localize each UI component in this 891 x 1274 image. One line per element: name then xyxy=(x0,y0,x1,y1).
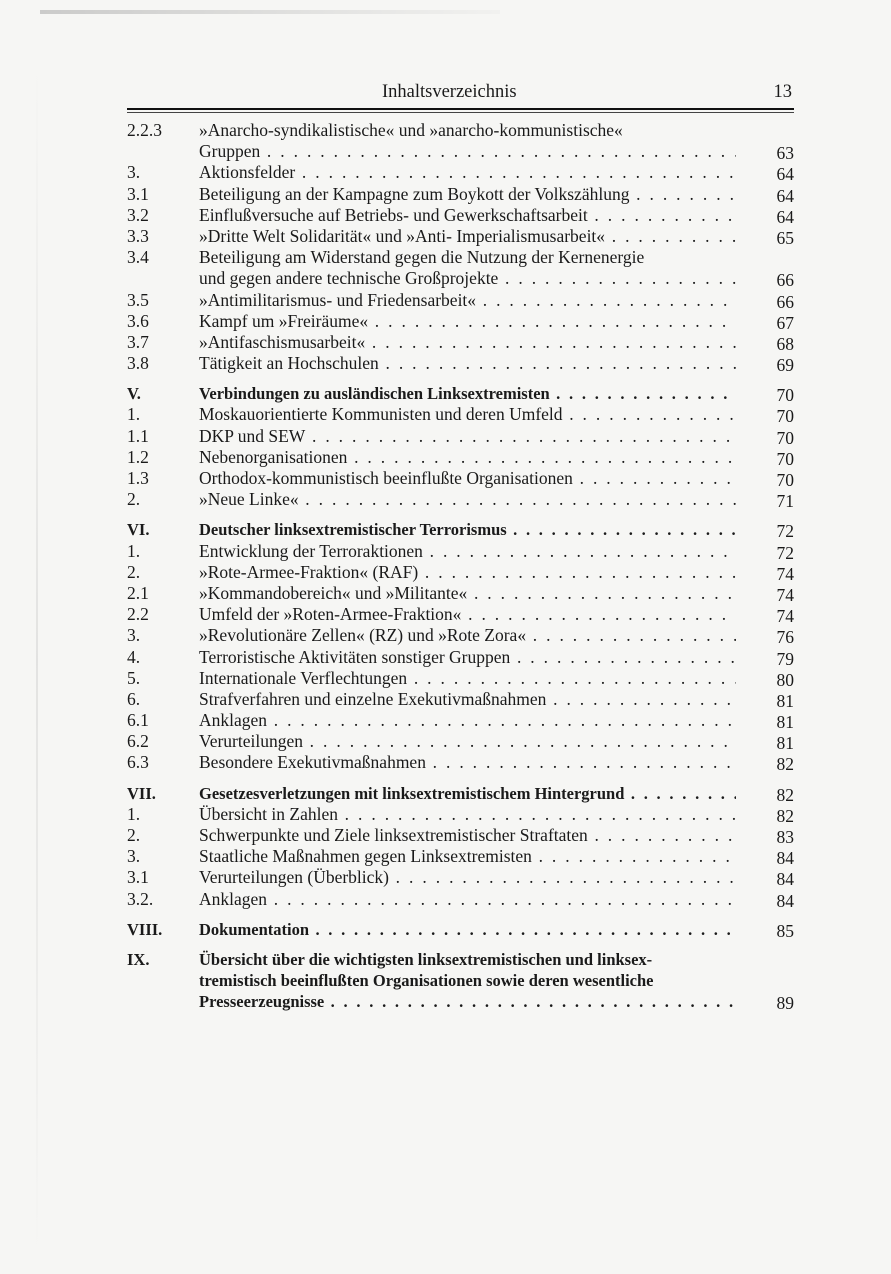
entry-title: »Dritte Welt Solidarität« und »Anti- Imperialismusarbeit« . . . xyxy=(199,226,736,247)
toc-entry xyxy=(127,889,794,910)
entry-title: Anklagen . . . xyxy=(199,710,736,731)
toc-entry xyxy=(127,625,794,646)
entry-number: 3.5 xyxy=(127,289,149,310)
toc-entry xyxy=(127,311,794,332)
toc-entry xyxy=(127,647,794,668)
toc-entry xyxy=(127,447,794,468)
entry-title: DKP und SEW . . . xyxy=(199,426,736,447)
entry-title: Presseerzeugnisse . . . xyxy=(199,991,736,1012)
entry-title: »Antimilitarismus- und Friedensarbeit« . . . xyxy=(199,290,736,311)
toc-entry xyxy=(127,668,794,689)
entry-page: 64 xyxy=(776,185,794,206)
entry-number: 2. xyxy=(127,561,141,582)
entry-title: Strafverfahren und einzelne Exekutivmaßnahmen . . . xyxy=(199,689,736,710)
entry-page: 82 xyxy=(776,754,794,775)
entry-number: 3. xyxy=(127,162,141,183)
toc-section-heading-continued xyxy=(127,970,794,991)
entry-page: 71 xyxy=(776,491,794,512)
entry-page: 70 xyxy=(776,448,794,469)
entry-title: Besondere Exekutivmaßnahmen . . . xyxy=(199,752,736,773)
toc-entry xyxy=(127,426,794,447)
toc-entry xyxy=(127,120,794,141)
entry-page: 81 xyxy=(776,712,794,733)
scan-edge-left xyxy=(36,60,38,1260)
entry-title: Beteiligung an der Kampagne zum Boykott der Volkszählung . . . xyxy=(199,184,736,205)
toc-entry xyxy=(127,867,794,888)
entry-title: Kampf um »Freiräume« . . . xyxy=(199,311,736,332)
entry-page: 84 xyxy=(776,869,794,890)
toc-entry xyxy=(127,268,794,289)
entry-number: 2.2.3 xyxy=(127,120,162,140)
entry-number: IX. xyxy=(127,949,150,969)
entry-title: Einflußversuche auf Betriebs- und Gewerkschaftsarbeit . . . xyxy=(199,205,736,226)
entry-page: 82 xyxy=(776,784,794,805)
entry-title: Verurteilungen (Überblick) . . . xyxy=(199,867,736,888)
entry-page: 80 xyxy=(776,669,794,690)
entry-title: »Antifaschismusarbeit« . . . xyxy=(199,332,736,353)
entry-page: 81 xyxy=(776,690,794,711)
toc-entry xyxy=(127,290,794,311)
toc-section-heading xyxy=(127,383,794,404)
entry-number: V. xyxy=(127,384,141,404)
entry-page: 72 xyxy=(776,542,794,563)
entry-number: 3.2 xyxy=(127,204,149,225)
section-gap xyxy=(127,374,794,383)
entry-page: 69 xyxy=(776,355,794,376)
entry-title: Orthodox-kommunistisch beeinflußte Organisationen . . . xyxy=(199,468,736,489)
entry-title: »Neue Linke« . . . xyxy=(199,489,736,510)
toc-entry xyxy=(127,184,794,205)
entry-number: 1. xyxy=(127,540,141,561)
toc-entry xyxy=(127,825,794,846)
entry-number: 2. xyxy=(127,489,141,510)
entry-page: 67 xyxy=(776,312,794,333)
toc-entry xyxy=(127,332,794,353)
entry-title: Entwicklung der Terroraktionen . . . xyxy=(199,541,736,562)
entry-title: Terroristische Aktivitäten sonstiger Gruppen . . . xyxy=(199,647,736,668)
entry-number: 1.2 xyxy=(127,446,149,467)
toc-entry xyxy=(127,562,794,583)
entry-page: 85 xyxy=(776,920,794,941)
toc-entry xyxy=(127,247,794,268)
entry-page: 79 xyxy=(776,648,794,669)
toc-entry xyxy=(127,489,794,510)
toc-entry xyxy=(127,468,794,489)
entry-page: 70 xyxy=(776,406,794,427)
entry-title: Schwerpunkte und Ziele linksextremistischer Straftaten . . . xyxy=(199,825,736,846)
entry-number: 3. xyxy=(127,625,141,646)
entry-number: VII. xyxy=(127,783,156,803)
entry-page: 74 xyxy=(776,584,794,605)
entry-page: 84 xyxy=(776,890,794,911)
entry-number: 6.1 xyxy=(127,710,149,731)
entry-title: »Rote-Armee-Fraktion« (RAF) . . . xyxy=(199,562,736,583)
entry-title: Nebenorganisationen . . . xyxy=(199,447,736,468)
header-page-number: 13 xyxy=(773,82,792,102)
section-gap xyxy=(127,940,794,949)
entry-page: 72 xyxy=(776,521,794,542)
section-gap xyxy=(127,774,794,783)
entry-number: 3.4 xyxy=(127,247,149,268)
entry-number: 3.2. xyxy=(127,888,154,909)
entry-title: Umfeld der »Roten-Armee-Fraktion« . . . xyxy=(199,604,736,625)
entry-page: 65 xyxy=(776,227,794,248)
entry-page: 76 xyxy=(776,627,794,648)
toc-section-heading xyxy=(127,919,794,940)
entry-title: Verbindungen zu ausländischen Linksextremisten . . . xyxy=(199,383,736,404)
entry-title: Gesetzesverletzungen mit linksextremistischem Hintergrund . . . xyxy=(199,783,736,804)
toc-entry xyxy=(127,689,794,710)
entry-page: 64 xyxy=(776,206,794,227)
entry-title: Staatliche Maßnahmen gegen Linksextremisten . . . xyxy=(199,846,736,867)
entry-number: 6.3 xyxy=(127,752,149,773)
toc-entry xyxy=(127,353,794,374)
entry-page: 70 xyxy=(776,385,794,406)
entry-number: 1. xyxy=(127,404,141,425)
toc-page xyxy=(127,80,794,1013)
entry-page: 63 xyxy=(776,143,794,164)
toc-entry xyxy=(127,710,794,731)
toc-list xyxy=(127,120,794,1013)
toc-entry xyxy=(127,846,794,867)
entry-number: 3.1 xyxy=(127,867,149,888)
entry-number: 3.7 xyxy=(127,331,149,352)
entry-title: »Anarcho-syndikalistische« und »anarcho-kommunistische« xyxy=(199,120,623,140)
entry-page: 83 xyxy=(776,827,794,847)
entry-page: 74 xyxy=(776,563,794,584)
toc-entry xyxy=(127,226,794,247)
entry-title: Aktionsfelder . . . xyxy=(199,162,736,183)
entry-page: 84 xyxy=(776,848,794,869)
entry-title: tremistisch beeinflußten Organisationen sowie deren wesentliche xyxy=(199,971,654,991)
entry-number: 2. xyxy=(127,825,141,845)
header-rule xyxy=(127,108,794,110)
toc-entry xyxy=(127,141,794,162)
entry-title: Anklagen . . . xyxy=(199,889,736,910)
toc-entry xyxy=(127,162,794,183)
entry-page: 81 xyxy=(776,733,794,754)
entry-title: Übersicht in Zahlen . . . xyxy=(199,804,736,825)
toc-section-heading xyxy=(127,783,794,804)
entry-number: 5. xyxy=(127,667,141,688)
entry-title: Verurteilungen . . . xyxy=(199,731,736,752)
entry-title: Gruppen . . . xyxy=(199,141,736,162)
entry-number: 3.6 xyxy=(127,310,149,331)
entry-number: VIII. xyxy=(127,919,163,939)
entry-title: und gegen andere technische Großprojekte . . . xyxy=(199,268,736,289)
entry-page: 66 xyxy=(776,270,794,291)
entry-number: 2.2 xyxy=(127,604,149,625)
toc-section-heading xyxy=(127,949,794,970)
toc-entry xyxy=(127,205,794,226)
entry-page: 68 xyxy=(776,333,794,354)
section-gap xyxy=(127,510,794,519)
toc-entry xyxy=(127,804,794,825)
entry-page: 82 xyxy=(776,805,794,826)
toc-entry xyxy=(127,541,794,562)
toc-entry xyxy=(127,604,794,625)
entry-number: 3.3 xyxy=(127,225,149,246)
running-header xyxy=(127,80,794,104)
section-gap xyxy=(127,910,794,919)
header-rule-thin xyxy=(127,112,794,113)
entry-title: Dokumentation . . . xyxy=(199,919,736,940)
entry-page: 70 xyxy=(776,427,794,448)
scan-edge-top xyxy=(40,10,500,14)
entry-number: 3. xyxy=(127,846,141,867)
entry-number: VI. xyxy=(127,520,150,540)
entry-number: 2.1 xyxy=(127,582,149,603)
entry-number: 1.3 xyxy=(127,468,149,488)
header-title: Inhaltsverzeichnis xyxy=(382,82,517,102)
entry-title: »Revolutionäre Zellen« (RZ) und »Rote Zora« . . . xyxy=(199,625,736,646)
toc-entry xyxy=(127,404,794,425)
entry-page: 64 xyxy=(776,164,794,185)
toc-section-heading-continued xyxy=(127,991,794,1012)
entry-title: Beteiligung am Widerstand gegen die Nutzung der Kernenergie xyxy=(199,247,645,268)
entry-number: 1. xyxy=(127,803,141,824)
entry-title: Moskauorientierte Kommunisten und deren Umfeld . . . xyxy=(199,404,736,425)
entry-title: Übersicht über die wichtigsten linksextremistischen und linksex- xyxy=(199,949,653,969)
entry-number: 6.2 xyxy=(127,731,149,752)
entry-title: »Kommandobereich« und »Militante« . . . xyxy=(199,583,736,604)
entry-page: 89 xyxy=(776,993,794,1014)
entry-title: Tätigkeit an Hochschulen . . . xyxy=(199,353,736,374)
toc-section-heading xyxy=(127,519,794,540)
toc-entry xyxy=(127,731,794,752)
entry-page: 74 xyxy=(776,606,794,627)
entry-page: 66 xyxy=(776,291,794,312)
toc-entry xyxy=(127,583,794,604)
entry-title: Internationale Verflechtungen . . . xyxy=(199,668,736,689)
toc-entry xyxy=(127,752,794,773)
entry-number: 3.8 xyxy=(127,353,149,374)
entry-number: 4. xyxy=(127,646,141,667)
entry-number: 1.1 xyxy=(127,425,149,446)
entry-page: 70 xyxy=(776,470,794,490)
entry-title: Deutscher linksextremistischer Terrorismus . . . xyxy=(199,519,736,540)
entry-number: 3.1 xyxy=(127,183,149,204)
entry-number: 6. xyxy=(127,688,141,709)
